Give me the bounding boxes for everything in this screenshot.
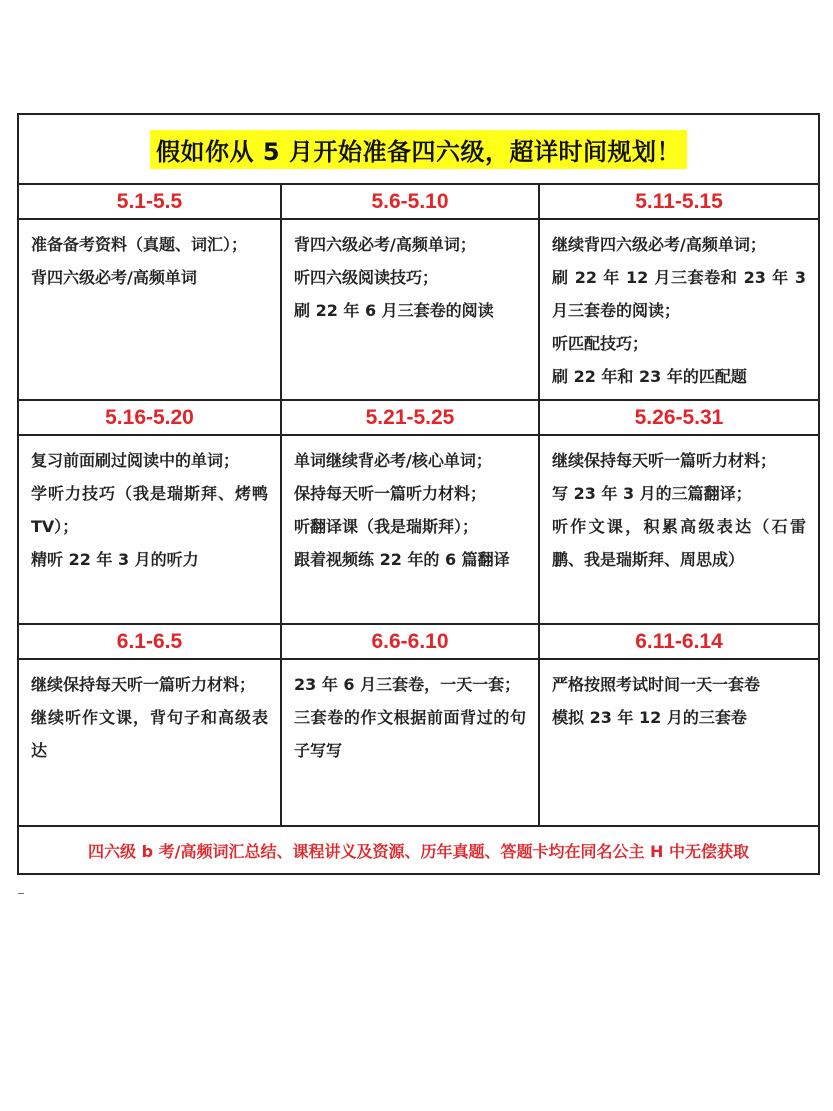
- title-row: [18, 114, 819, 184]
- plan-line: 刷 22 年 6 月三套卷的阅读: [294, 301, 494, 320]
- plan-cell: [281, 219, 539, 400]
- content-row: [18, 219, 819, 400]
- plan-line: 复习前面刷过阅读中的单词；: [31, 451, 240, 470]
- plan-line: 跟着视频练 22 年的 6 篇翻译: [294, 550, 510, 569]
- date-row: [18, 400, 819, 435]
- date-range-label: 5.16-5.20: [18, 400, 281, 435]
- plan-line: 背四六级必考/高频单词: [31, 268, 197, 287]
- plan-line: 单词继续背必考/核心单词；: [294, 451, 492, 470]
- date-range-label: 5.11-5.15: [539, 184, 819, 219]
- plan-line: 继续背四六级必考/高频单词；: [552, 235, 766, 254]
- plan-cell: [539, 219, 819, 400]
- study-plan-table: [17, 113, 820, 875]
- date-row: [18, 184, 819, 219]
- plan-line: 继续听作文课，背句子和高级表达: [31, 708, 268, 760]
- plan-cell: [18, 435, 281, 624]
- plan-line: 继续保持每天听一篇听力材料；: [552, 451, 777, 470]
- date-range-label: 5.26-5.31: [539, 400, 819, 435]
- plan-cell: [539, 435, 819, 624]
- date-row: [18, 624, 819, 659]
- plan-cell: [18, 219, 281, 400]
- date-range-label: 6.1-6.5: [18, 624, 281, 659]
- plan-line: 写 23 年 3 月的三篇翻译；: [552, 484, 752, 503]
- plan-cell: [281, 435, 539, 624]
- plan-line: 准备备考资料（真题、词汇）；: [31, 235, 248, 254]
- footer-row: [18, 826, 819, 874]
- plan-line: 听作文课，积累高级表达（石雷鹏、我是瑞斯拜、周思成）: [552, 517, 806, 569]
- content-row: [18, 659, 819, 826]
- plan-line: 听匹配技巧；: [552, 334, 649, 353]
- date-range-label: 6.11-6.14: [539, 624, 819, 659]
- plan-cell: [18, 659, 281, 826]
- footer-note: 四六级 b 考/高频词汇总结、课程讲义及资源、历年真题、答题卡均在同名公主 H 中无偿获取: [18, 826, 819, 874]
- plan-line: 三套卷的作文根据前面背过的句子写写: [294, 708, 526, 760]
- plan-line: 模拟 23 年 12 月的三套卷: [552, 708, 747, 727]
- plan-line: 保持每天听一篇听力材料；: [294, 484, 487, 503]
- date-range-label: 6.6-6.10: [281, 624, 539, 659]
- plan-cell: [539, 659, 819, 826]
- plan-line: 听四六级阅读技巧；: [294, 268, 439, 287]
- page-title: 假如你从 5 月开始准备四六级，超详时间规划！: [150, 130, 687, 169]
- plan-line: 刷 22 年和 23 年的匹配题: [552, 367, 747, 386]
- plan-line: 严格按照考试时间一天一套卷: [552, 675, 761, 694]
- plan-line: 精听 22 年 3 月的听力: [31, 550, 199, 569]
- date-range-label: 5.21-5.25: [281, 400, 539, 435]
- plan-line: 背四六级必考/高频单词；: [294, 235, 476, 254]
- title-cell: [18, 114, 819, 184]
- date-range-label: 5.6-5.10: [281, 184, 539, 219]
- content-row: [18, 435, 819, 624]
- plan-line: 听翻译课（我是瑞斯拜）；: [294, 517, 479, 536]
- date-range-label: 5.1-5.5: [18, 184, 281, 219]
- plan-line: 继续保持每天听一篇听力材料；: [31, 675, 256, 694]
- plan-cell: [281, 659, 539, 826]
- plan-line: 学听力技巧（我是瑞斯拜、烤鸭 TV）；: [31, 484, 268, 536]
- plan-line: 23 年 6 月三套卷，一天一套；: [294, 675, 521, 694]
- plan-line: 刷 22 年 12 月三套卷和 23 年 3 月三套卷的阅读；: [552, 268, 806, 320]
- divider-mark: [18, 893, 24, 894]
